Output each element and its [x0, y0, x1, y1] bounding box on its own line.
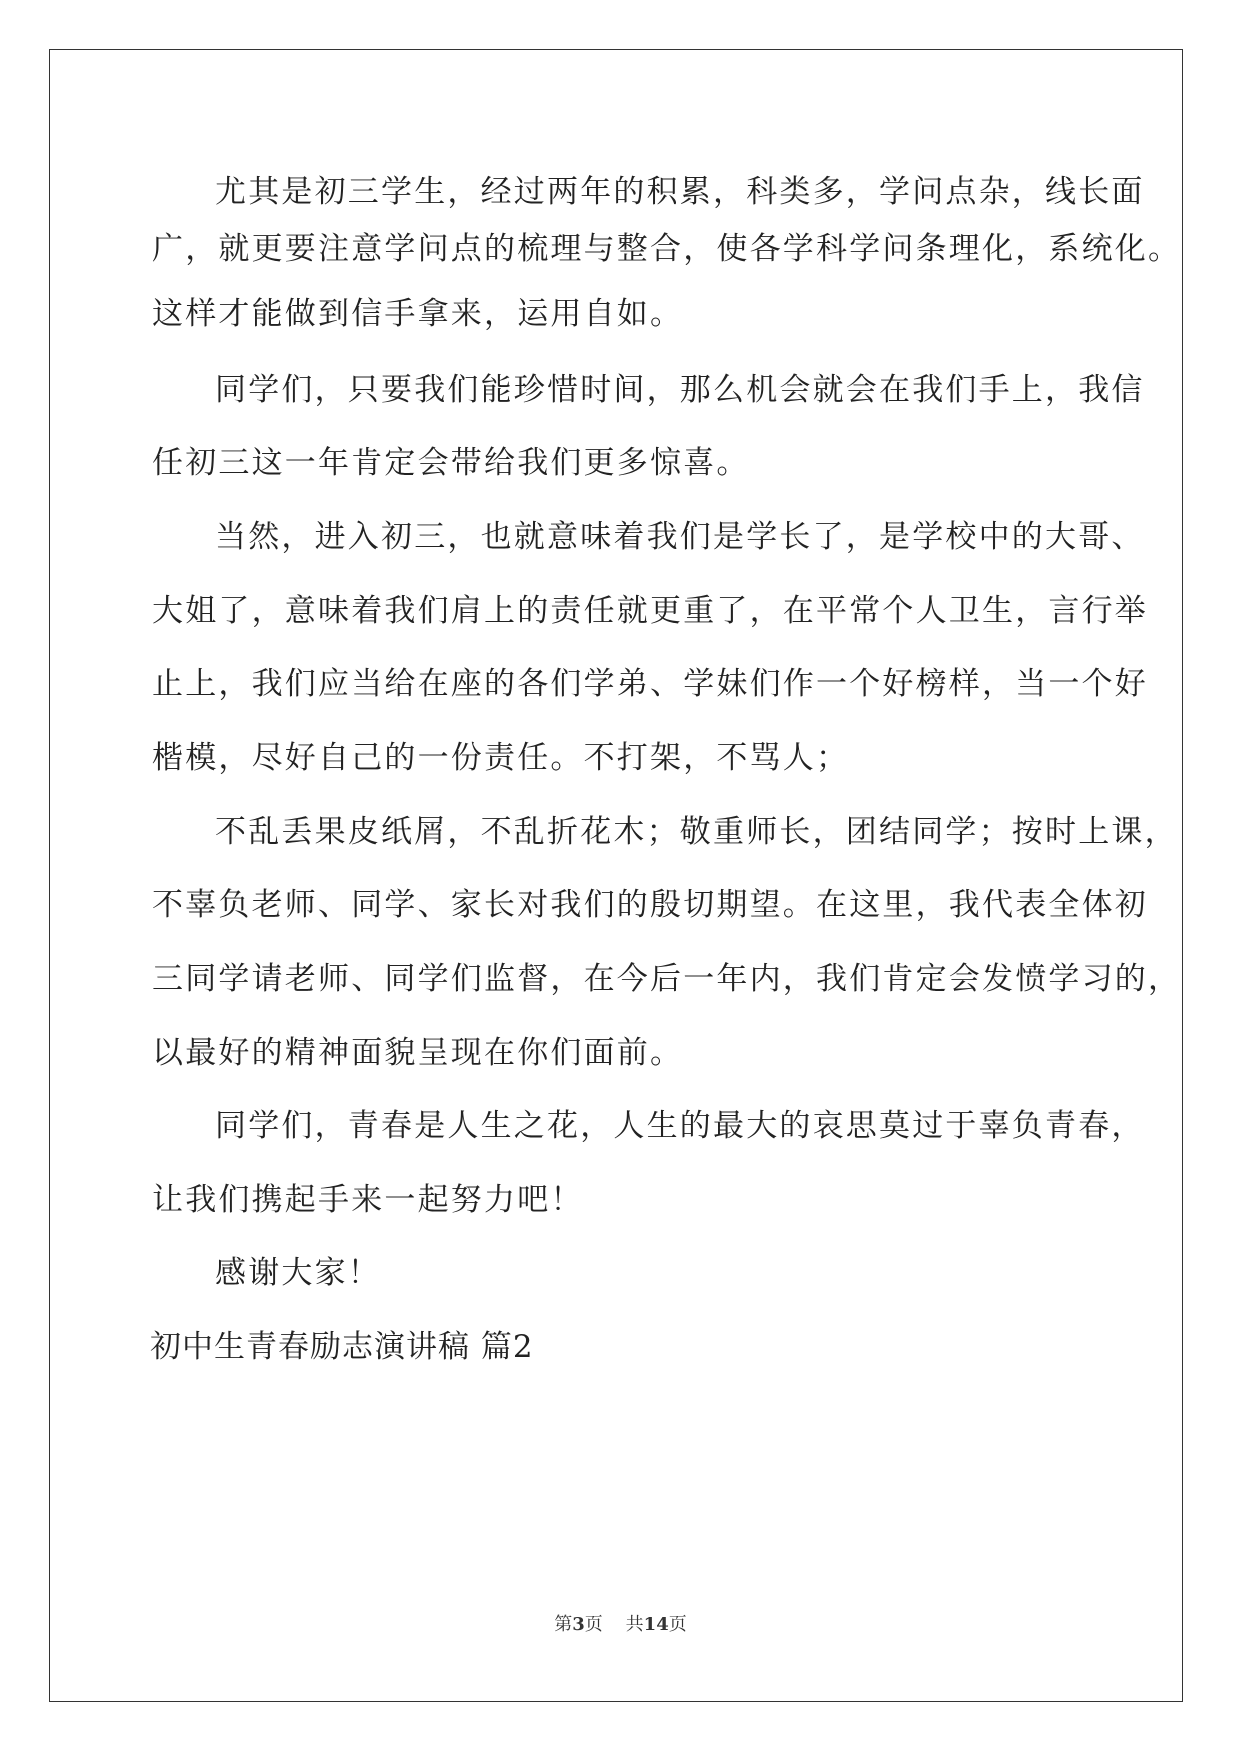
total-pages-number: 14 [643, 1614, 669, 1635]
paragraph-line: 广，就更要注意学问点的梳理与整合，使各学科学问条理化，系统化。 [152, 231, 1182, 267]
paragraph-line: 同学们，只要我们能珍惜时间，那么机会就会在我们手上，我信 [215, 372, 1145, 408]
current-page-number: 3 [572, 1614, 585, 1635]
paragraph-line: 当然，进入初三，也就意味着我们是学长了，是学校中的大哥、 [215, 519, 1145, 555]
footer-total-prefix: 共 [625, 1614, 644, 1635]
paragraph-line: 大姐了，意味着我们肩上的责任就更重了，在平常个人卫生，言行举 [152, 593, 1148, 629]
paragraph-line: 楷模，尽好自己的一份责任。不打架，不骂人； [152, 740, 850, 776]
paragraph-line: 不辜负老师、同学、家长对我们的殷切期望。在这里，我代表全体初 [152, 887, 1148, 923]
paragraph-line: 让我们携起手来一起努力吧！ [152, 1182, 584, 1218]
paragraph-line: 这样才能做到信手拿来，运用自如。 [152, 296, 684, 332]
paragraph-line: 感谢大家！ [215, 1255, 381, 1291]
paragraph-line: 同学们，青春是人生之花，人生的最大的哀思莫过于辜负青春， [215, 1108, 1145, 1144]
paragraph-line: 以最好的精神面貌呈现在你们面前。 [152, 1035, 684, 1071]
paragraph-line: 不乱丢果皮纸屑，不乱折花木；敬重师长，团结同学；按时上课， [215, 814, 1178, 850]
section-heading: 初中生青春励志演讲稿 篇2 [150, 1329, 534, 1365]
paragraph-line: 任初三这一年肯定会带给我们更多惊喜。 [152, 445, 750, 481]
paragraph-line: 尤其是初三学生，经过两年的积累，科类多，学问点杂，线长面 [215, 174, 1145, 210]
paragraph-line: 三同学请老师、同学们监督，在今后一年内，我们肯定会发愤学习的， [152, 961, 1182, 997]
footer-page-word: 页 [584, 1614, 603, 1635]
page-footer [0, 1610, 1241, 1636]
footer-prefix: 第 [554, 1614, 573, 1635]
footer-total-suffix: 页 [668, 1614, 687, 1635]
paragraph-line: 止上，我们应当给在座的各们学弟、学妹们作一个好榜样，当一个好 [152, 666, 1148, 702]
